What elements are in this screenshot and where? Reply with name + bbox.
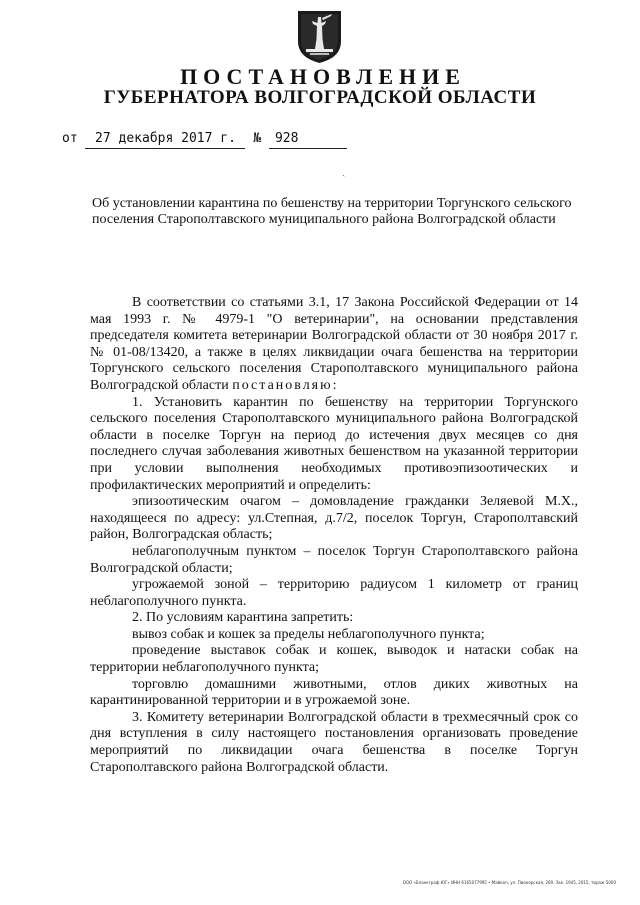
document-heading: Об установлении карантина по бешенству на территории Торгунского сельского поселения Старополтавского муниципального района Волгоградской области — [92, 196, 572, 227]
printer-footer: ООО «Бланкграф-ЮГ» ИНН 6165077995 • Майкоп, ул. Пионерская, 269. Зак. 1945, 2015, тираж 5000 — [402, 880, 616, 885]
paragraph-ban-trade: торговлю домашними животными, отлов диких животных на карантинированной территории и в угрожаемой зоне. — [90, 676, 578, 709]
tick-mark: ˎ — [342, 166, 346, 177]
document-body — [90, 295, 578, 776]
paragraph-ban-exhibitions: проведение выставок собак и кошек, выводок и натаски собак на территории неблагополучного пункта; — [90, 643, 578, 676]
preamble-text: В соответствии со статьями 3.1, 17 Закона Российской Федерации от 14 мая 1993 г. № 4979-1 "О ветеринарии", на основании представления председателя комитета ветеринарии Волгоградской области от 30 ноября 2017 г. № 01-08/13420, а также в целях ликвидации очага бешенства на территории Торгунского сельского поселения Старополтавского муниципального района Волгоградской области — [90, 295, 578, 393]
document-number: 928 — [269, 130, 347, 149]
paragraph-preamble — [90, 295, 578, 395]
paragraph-threatened-zone: угрожаемой зоной – территорию радиусом 1 километр от границ неблагополучного пункта. — [90, 577, 578, 609]
date-prefix: от — [62, 131, 78, 146]
paragraph-item-2: 2. По условиям карантина запретить: — [132, 610, 354, 626]
coat-of-arms-icon — [296, 9, 343, 64]
document-date: 27 декабря 2017 г. — [85, 130, 245, 149]
paragraph-item-3: 3. Комитету ветеринарии Волгоградской области в трехмесячный срок со дня вступления в силу настоящего постановления организовать проведение мероприятий по ликвидации очага бешенства в поселке Торгун Старополтавского района Волгоградской области. — [90, 709, 578, 775]
document-issuer: ГУБЕРНАТОРА ВОЛГОГРАДСКОЙ ОБЛАСТИ — [103, 87, 537, 108]
document-title: ПОСТАНОВЛЕНИЕ — [180, 64, 466, 89]
paragraph-item-1: 1. Установить карантин по бешенству на территории Торгунского сельского поселения Старополтавского муниципального района Волгоградской области в поселке Торгун на период до истечения двух месяцев со дня последнего случая заболевания животных бешенством на указанной территории при условии выполнения необходимых противоэпизоотических и профилактических мероприятий и определить: — [90, 394, 578, 493]
paragraph-unfavorable-point: неблагополучным пунктом – поселок Торгун Старополтавского района Волгоградской области; — [90, 543, 578, 576]
paragraph-epizootic-focus: эпизоотическим очагом – домовладение гражданки Зеляевой М.Х., находящееся по адресу: ул.Степная, д.7/2, поселок Торгун, Старополтавский район, Волгоградская область; — [90, 494, 578, 543]
date-number-line — [62, 130, 347, 149]
number-label: № — [253, 131, 262, 146]
paragraph-ban-export: вывоз собак и кошек за пределы неблагополучного пункта; — [132, 626, 485, 642]
resolve-word: постановляю: — [232, 377, 339, 393]
